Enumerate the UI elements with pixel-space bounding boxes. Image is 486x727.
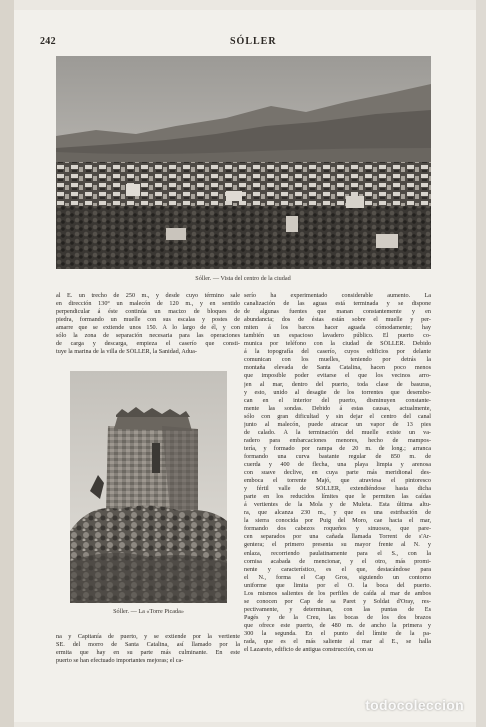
photo-town-panorama — [56, 56, 431, 269]
text-line: na y Capitanía de puerto, y se extiende por la vertiente — [56, 633, 240, 640]
caption-torre-picada: Sóller. — La «Torre Picada» — [113, 608, 184, 615]
text-line: enlaza, recorriendo paulatinamente para el S., con la — [244, 549, 431, 557]
text-line: de carga y descarga, empieza el caserío que consti- — [56, 340, 240, 348]
text-line: gentera; el primero presenta su mayor frente al N. y — [244, 541, 431, 549]
text-line: el Lazareto, edificio de antigua construcción, con su — [244, 646, 374, 654]
text-line: y esto, unido al desagüe de los torrentes que desembo- — [244, 388, 431, 396]
text-line: con suave declive, en cuya parte más meridional des- — [244, 469, 431, 477]
text-line: comunican con los muelles, teniendo por detrás la — [244, 356, 431, 364]
text-line: piedra, formando un muelle con sus escalas y postes de — [56, 316, 240, 324]
text-line: y fértil valle de SÓLLER, extendiéndose hasta dicha — [244, 485, 431, 493]
text-line: pectivamente, y determinan, con las puntas de Es — [244, 605, 431, 613]
text-line: can en el interior del puerto, disminuyen constante- — [244, 396, 431, 404]
text-line: puerto se han efectuado importantes mejoras; el ca- — [56, 657, 184, 665]
text-line: sólo la zona de separación necesaria para las operaciones — [56, 332, 240, 340]
text-line: amarre que se extiende unos 150. Á lo largo de él, y con — [56, 324, 240, 332]
text-line: junto al malecón, puede atracar un vapor de 13 pies — [244, 420, 431, 428]
text-line: rada, que es el más saliente al mar al E., se halla — [244, 638, 431, 646]
page-number: 242 — [40, 36, 56, 47]
text-line: tuye la marina de la villa de SÓLLER, la Sanidad, Adua- — [56, 348, 197, 356]
text-line: perpendicular á éste continúa un macizo de bloques de — [56, 308, 240, 316]
text-line: ra, que alcanza 230 m., y que es una estribación de — [244, 509, 431, 517]
text-line: ermita que hay en su parte más culminante. En este — [56, 649, 240, 657]
text-line: á vertientes de la Mola y de Muleta. Esta última altu- — [244, 501, 431, 509]
text-line: SE. del morro de Santa Catalina, así llamado por la — [56, 641, 240, 649]
running-head: SÓLLER — [230, 36, 277, 47]
text-line: serío ha experimentado considerable aumento. La — [244, 292, 431, 299]
text-line: que ofrece este puerto, de 480 m. de ancho la primera y — [244, 621, 431, 629]
text-line: cen separados por una cañada llamada Torrent de s'Ar- — [244, 533, 431, 541]
text-column-right — [244, 292, 431, 654]
photo-torre-picada — [70, 371, 227, 603]
text-line: uniforme que limita por el O. la boca del puerto. — [244, 581, 431, 589]
text-line: tería, y formado por rampa de 20 m. de long.; arranca — [244, 444, 431, 452]
text-line: montaña elevada de Santa Catalina, hacen poco menos — [244, 364, 431, 372]
page-binding — [0, 0, 14, 727]
text-line: formando una curva bastante regular de 850 m. de — [244, 452, 431, 460]
text-line: Los mismos salientes de los perfiles de caída al mar de ambos — [244, 589, 431, 597]
text-line: abundancia; dos de éstas están sobre el muelle y per- — [244, 316, 431, 324]
text-line: el N., forma el Cap Gros, siguiendo un contorno — [244, 573, 431, 581]
text-line: 300 la segunda. En el punto del límite de la pa- — [244, 629, 431, 637]
text-line: jen al mar, dentro del puerto, toda clase de basuras, — [244, 380, 431, 388]
caption-town-panorama: Sóller. — Vista del centro de la ciudad — [195, 275, 291, 282]
page-edge — [476, 0, 486, 727]
text-line: radero para embarcaciones menores, hecho de mampos- — [244, 436, 431, 444]
text-line: sólo con gran dificultad y sin dejar el centro del canal — [244, 412, 431, 420]
text-line: de algunas fuentes que manan constantemente y en — [244, 308, 431, 316]
text-line: la sierra conocida por Puig del Moro, cae hacia el mar, — [244, 517, 431, 525]
text-line: también un espacioso lavadero público. El puerto co- — [244, 332, 431, 340]
text-line: que imposible poder evitarse el que los vecinos arro- — [244, 372, 431, 380]
text-line: mente las sondas. Debido á estas causas, actualmente, — [244, 404, 431, 412]
text-line: Pagés y de la Creu, las bocas de los dos brazos — [244, 613, 431, 621]
text-line: parte en los reducidos límites que le permiten las caídas — [244, 493, 431, 501]
text-line: formando dos cabezos roqueños y sinuosos, que pare- — [244, 525, 431, 533]
text-line: cornisa acabada de mencionar, y el otro, más promi- — [244, 557, 431, 565]
text-line: á la topografía del caserío, cuyos edificios por delante — [244, 348, 431, 356]
text-line: nente y característico, es el que, destacándose para — [244, 565, 431, 573]
text-line: canalización de las aguas está terminada y se dispone — [244, 300, 431, 308]
text-line: emboca el torrente Majó, que atraviesa el pintoresco — [244, 477, 431, 485]
text-line: miten á los barcos hacer aguada cómodamente; hay — [244, 324, 431, 332]
watermark: todocoleccion — [365, 697, 464, 713]
text-line: munica por teléfono con la ciudad de SÓLLER. Debido — [244, 340, 431, 348]
text-line: en dirección 130° un malecón de 120 m., y en sentido — [56, 300, 240, 308]
text-line: se conocen por Cap de sa Paret y Soldat d'Oray, res- — [244, 597, 431, 605]
text-column-left-bottom — [56, 633, 240, 665]
text-line: cuerda y 400 de flecha, una playa limpia y arenosa — [244, 460, 431, 468]
text-line: de calado. Á la terminación del muelle existe un va- — [244, 428, 431, 436]
text-column-left-top — [56, 292, 240, 356]
text-line: al E. un trecho de 250 m., y desde cuyo término sale — [56, 292, 240, 299]
